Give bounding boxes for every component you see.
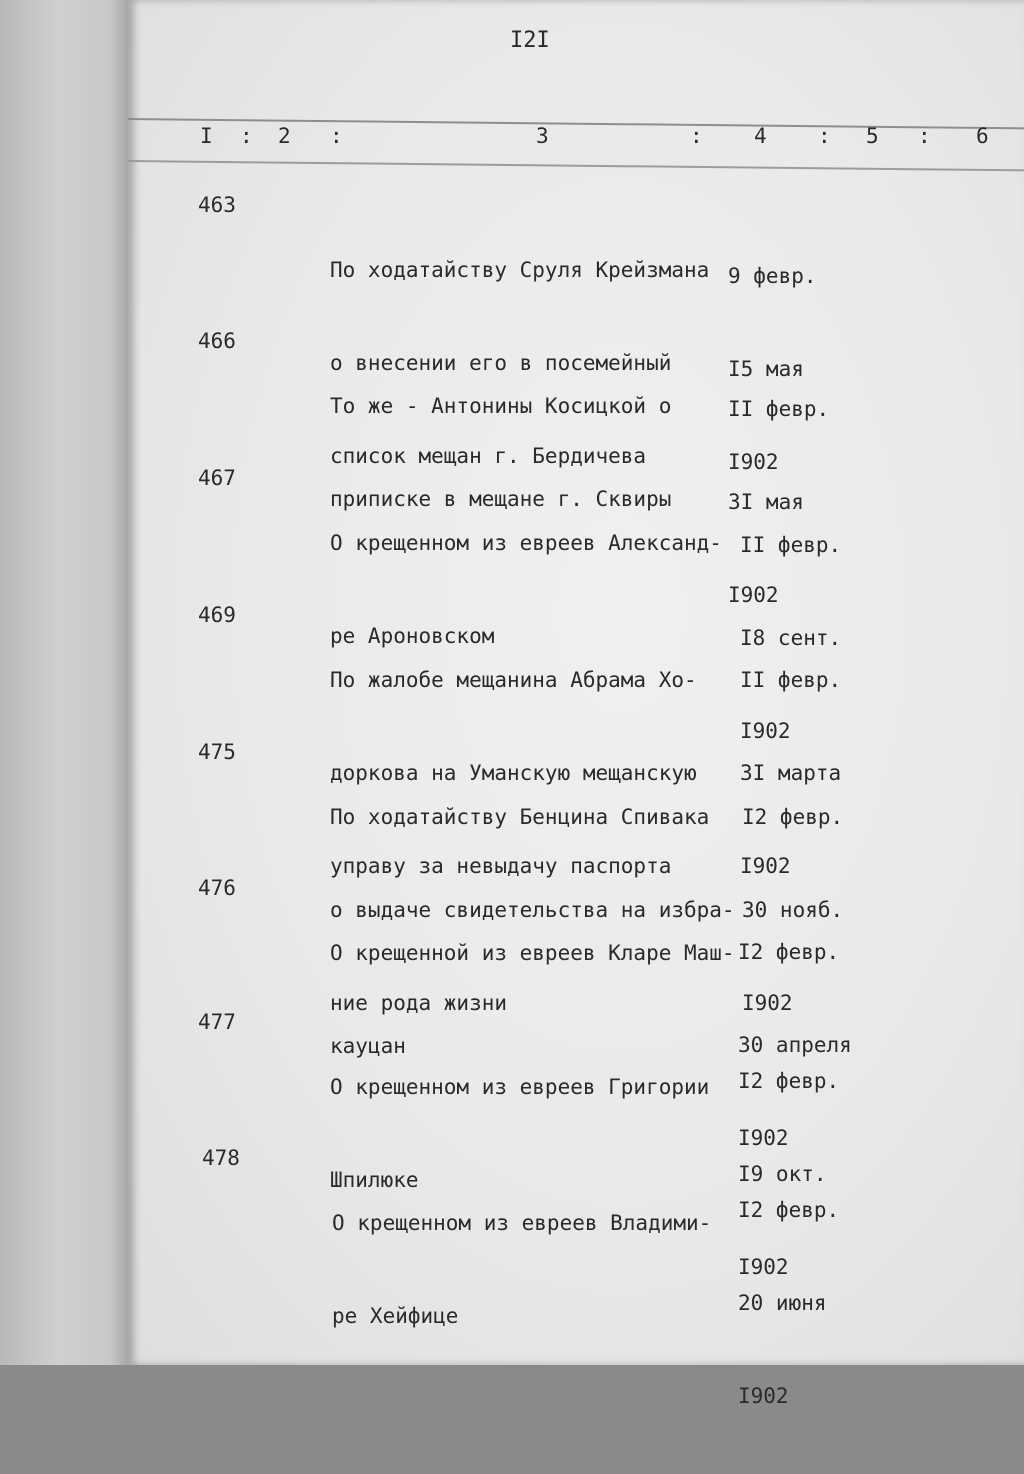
description-line: По ходатайству Бенцина Спивака [330, 805, 710, 829]
entry-number: 463 [198, 193, 236, 217]
date-end: 3I мая [728, 490, 804, 514]
date-year: I902 [728, 583, 779, 607]
date-start: I2 февр. [742, 805, 844, 829]
date-year: I902 [740, 719, 791, 743]
date-start: II февр. [728, 397, 830, 421]
column-separator: : [240, 124, 253, 148]
date-end: 20 июня [738, 1291, 827, 1315]
column-separator: : [330, 124, 343, 148]
column-header: 4 [754, 124, 767, 148]
column-separator: : [818, 124, 831, 148]
column-header: 6 [976, 124, 989, 148]
entry-number: 469 [198, 603, 236, 627]
date-year: I902 [738, 1255, 789, 1279]
page-number: I2I [510, 28, 550, 53]
description-line: о внесении его в посемейный [330, 351, 672, 375]
description-line: То же - Антонины Косицкой о [330, 394, 672, 418]
table-row [0, 1146, 1024, 1408]
description-line: О крещенной из евреев Кларе Маш- [330, 941, 735, 965]
description-line: кауцан [330, 1034, 406, 1058]
date-year: I902 [738, 1384, 789, 1408]
date-start: I2 февр. [738, 940, 840, 964]
description-line: управу за невыдачу паспорта [330, 854, 672, 878]
date-year: I902 [740, 854, 791, 878]
date-end: 30 нояб. [742, 898, 844, 922]
date-year: I902 [742, 991, 793, 1015]
date-start: 9 февр. [728, 264, 817, 288]
description-line: ре Ароновском [330, 624, 495, 648]
description-line: Шпилюке [330, 1168, 419, 1192]
description-line: О крещенном из евреев Владими- [332, 1211, 712, 1235]
description-line: ние рода жизни [330, 991, 508, 1015]
date-year: I902 [738, 1126, 789, 1150]
column-header: 3 [536, 124, 549, 148]
date-end: I9 окт. [738, 1162, 827, 1186]
description-line: ре Хейфице [332, 1304, 459, 1328]
column-header: I [200, 124, 213, 148]
entry-number: 466 [198, 329, 236, 353]
date-end: 30 апреля [738, 1033, 852, 1057]
entry-dates [738, 1133, 839, 1474]
description-line: По ходатайству Сруля Крейзмана [330, 258, 710, 282]
description-line: список мещан г. Бердичева [330, 444, 647, 468]
description-line: О крещенном из евреев Александ- [330, 531, 722, 555]
column-separator: : [690, 124, 703, 148]
column-header: 5 [866, 124, 879, 148]
date-start: II февр. [740, 668, 842, 692]
column-separator: : [918, 124, 931, 148]
entry-number: 477 [198, 1010, 236, 1034]
date-year: I902 [728, 450, 779, 474]
entry-number: 475 [198, 740, 236, 764]
date-start: I2 февр. [738, 1198, 840, 1222]
description-line: приписке в мещане г. Сквиры [330, 487, 672, 511]
column-header: 2 [278, 124, 291, 148]
date-end: I5 мая [728, 357, 804, 381]
entry-number: 467 [198, 466, 236, 490]
entry-number: 478 [202, 1146, 240, 1170]
date-end: 3I марта [740, 761, 842, 785]
date-start: I2 февр. [738, 1069, 840, 1093]
description-line: о выдаче свидетельства на избра- [330, 898, 735, 922]
description-line: доркова на Уманскую мещанскую [330, 761, 697, 785]
description-line: О крещенном из евреев Григории [330, 1075, 710, 1099]
description-line: По жалобе мещанина Абрама Хо- [330, 668, 697, 692]
entry-number: 476 [198, 876, 236, 900]
date-end: I8 сент. [740, 626, 842, 650]
entry-description [332, 1146, 711, 1394]
date-start: II февр. [740, 533, 842, 557]
